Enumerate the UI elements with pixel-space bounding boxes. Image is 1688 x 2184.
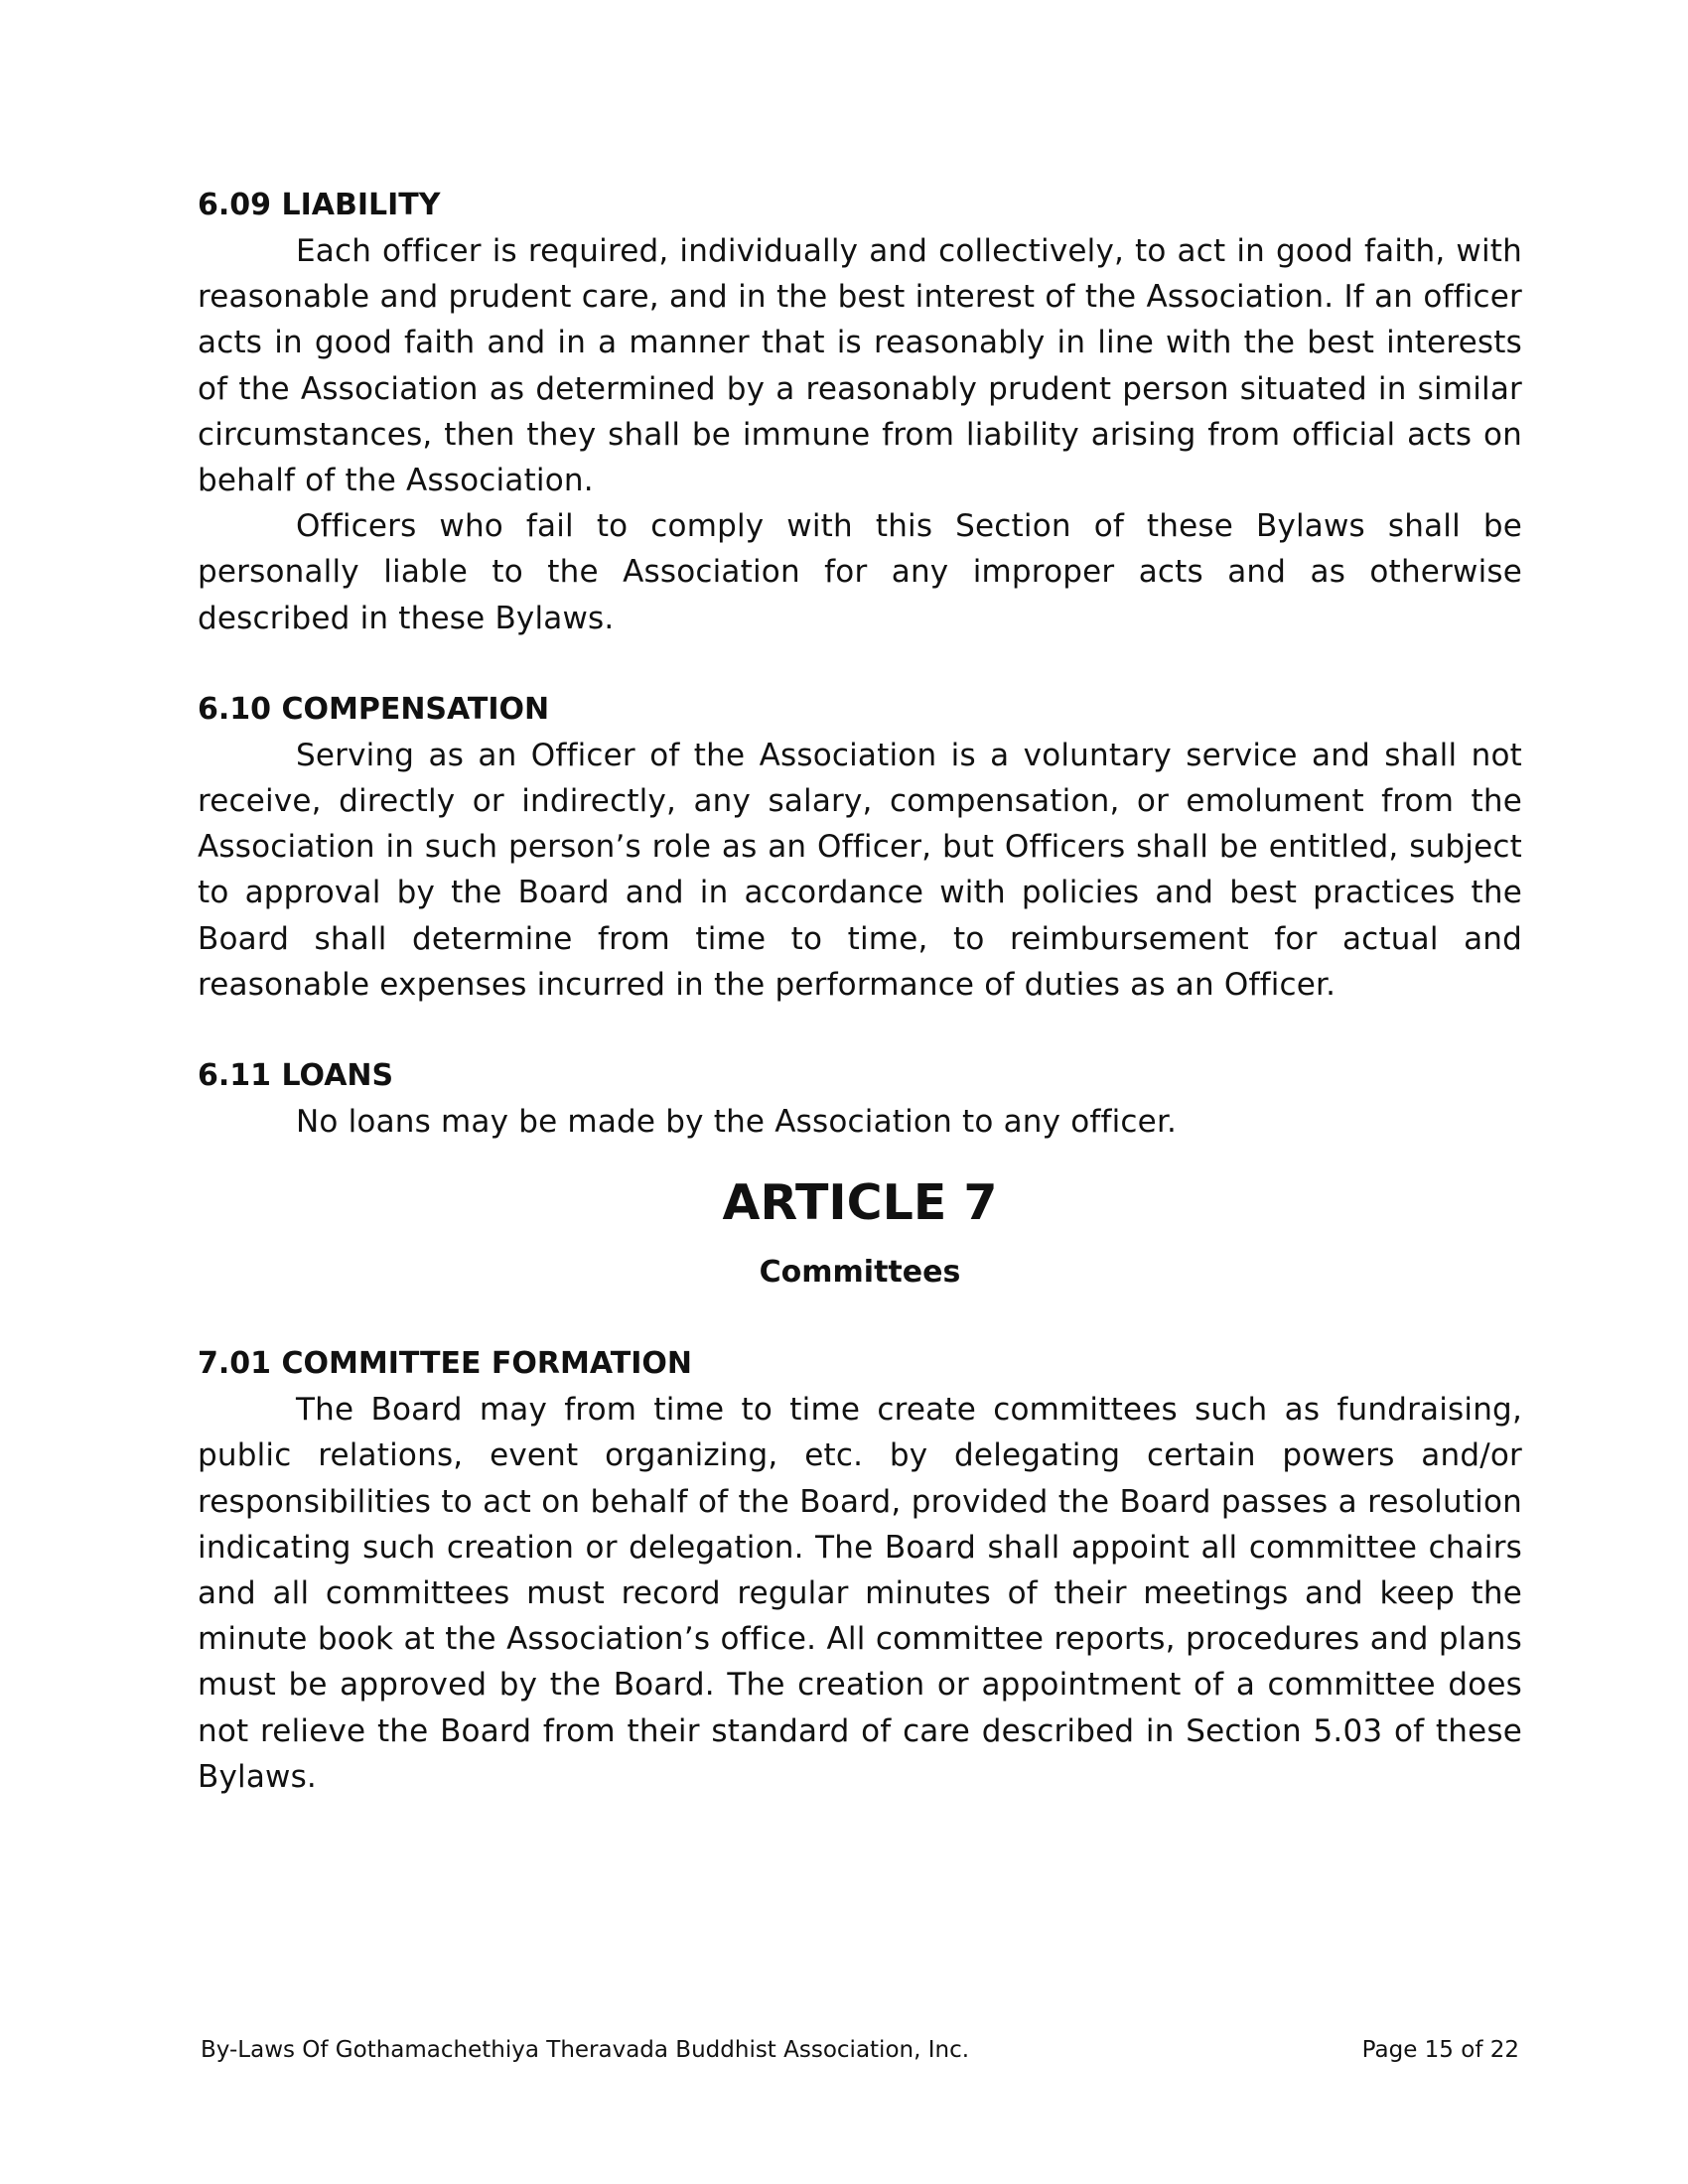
paragraph-7-01-1: The Board may from time to time create committees such as fundraising, public relations, event organizing, etc. by delegating certain powers and/or responsibilities to act on behalf of the Board, provided the Board passes a resolution indicating such creation or delegation. The Board shall appoint all committee chairs and all committees must record regular minutes of their meetings and keep the minute book at the Association’s office. All committee reports, procedures and plans must be approved by the Board. The creation or appointment of a committee does not relieve the Board from their standard of care described in Section 5.03 of these Bylaws.: [198, 1392, 1522, 1795]
section-heading-6-11: 6.11 LOANS: [198, 1058, 394, 1094]
section-heading-6-10: 6.10 COMPENSATION: [198, 691, 550, 727]
article-subtitle: Committees: [759, 1255, 961, 1291]
paragraph-6-10-1: Serving as an Officer of the Association is a voluntary service and shall not receive, directly or indirectly, any salary, compensation, or emolument from the Association in such person’s role as an Officer, but Officers shall be entitled, subject to approval by the Board and in accordance with policies and best practices the Board shall determine from time to time, to reimbursement for actual and reasonable expenses incurred in the performance of duties as an Officer.: [198, 737, 1522, 1003]
article-title: ARTICLE 7: [722, 1174, 998, 1232]
document-page: [198, 183, 1522, 1800]
section-heading-6-09: 6.09 LIABILITY: [198, 188, 441, 222]
section-spacer: [198, 641, 1522, 687]
section-spacer: [198, 1008, 1522, 1053]
paragraph-6-11-1: No loans may be made by the Association to any officer.: [296, 1104, 1178, 1141]
page-footer: [201, 2035, 1519, 2065]
footer-document-title: By-Laws Of Gothamachethiya Theravada Buddhist Association, Inc.: [201, 2037, 970, 2063]
section-heading-7-01: 7.01 COMMITTEE FORMATION: [198, 1346, 692, 1382]
paragraph-6-09-2: Officers who fail to comply with this Section of these Bylaws shall be personally liable to the Association for any improper acts and as otherwise described in these Bylaws.: [198, 508, 1522, 636]
footer-page-number: Page 15 of 22: [1361, 2037, 1519, 2063]
paragraph-6-09-1: Each officer is required, individually and collectively, to act in good faith, with reasonable and prudent care, and in the best interest of the Association. If an officer acts in good faith and in a manner that is reasonably in line with the best interests of the Association as determined by a reasonably prudent person situated in similar circumstances, then they shall be immune from liability arising from official acts on behalf of the Association.: [198, 233, 1522, 499]
